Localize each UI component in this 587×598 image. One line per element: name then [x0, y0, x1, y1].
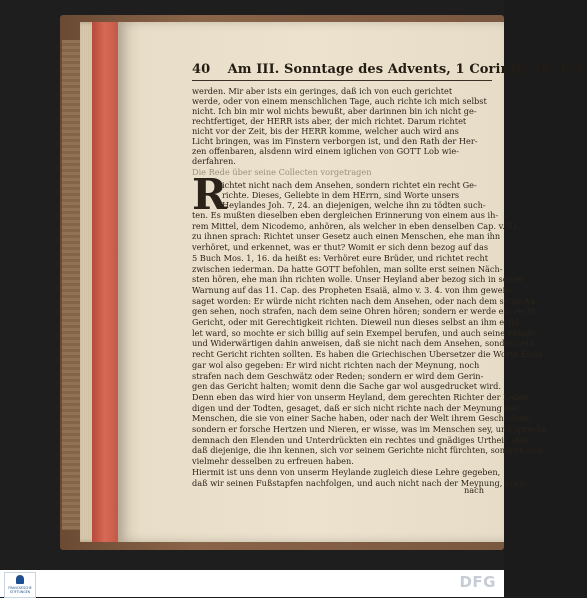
text-line: derfahren. [192, 156, 236, 166]
text-line: und Widerwärtigen dahin anweisen, daß sie nicht nach dem Ansehen, sondern ein [192, 338, 535, 349]
text-line: Gericht, oder mit Gerechtigkeit richten. Dieweil nun dieses selbst an ihm erfül- [192, 317, 522, 327]
catchword: nach [464, 485, 485, 495]
text-line: ten. Es mußten dieselben eben dergleichen Erinnerung von einem aus ih- [192, 210, 499, 220]
text-line: ichtet nicht nach dem Ansehen, sondern richtet ein recht Ge- [222, 180, 477, 190]
text-line: strafen nach dem Geschwätz oder Reden; sondern er wird dem Gerin- [192, 370, 484, 381]
text-line: Hiermit ist uns denn von unserm Heylande zugleich diese Lehre gegeben, [192, 466, 501, 477]
text-line: gen sehen, noch strafen, nach dem seine Ohren hören; sondern er werde ein recht [192, 306, 536, 317]
text-line: gen das Gericht halten; womit denn die Sache gar wol ausgedrucket wird. [192, 381, 501, 392]
text-line: nicht vor der Zeit, bis der HERR komme, welcher auch wird ans [192, 126, 459, 136]
text-line: Heylandes Joh. 7, 24. an diejenigen, welche ihn zu tödten such- [222, 200, 486, 210]
text-line: Denn eben das wird hier von unserm Heyland, dem gerechten Richter der Leben- [192, 391, 532, 402]
text-line: zu ihnen sprach: Richtet unser Gesetz auch einen Menschen, ehe man ihn [192, 231, 501, 242]
text-line: zwischen iederman. Da hatte GOTT befohlen, man sollte erst seinen Näch- [192, 263, 503, 274]
page-number: 40 [192, 62, 211, 77]
text-line: let ward, so mochte er sich billig auf sein Exempel berufen, und auch seine Feinde [192, 327, 536, 338]
running-title: Am III. Sonntage des Advents, 1 Corinth. IV, 1-5. [227, 62, 587, 77]
book-spine [62, 40, 80, 530]
text-line: daß diejenige, die ihn kennen, sich vor seinem Gerichte nicht fürchten, sondern sich [192, 445, 544, 456]
text-line: demnach den Elenden und Unterdrückten ein rechtes und gnädiges Urtheil, also, [192, 434, 532, 445]
building-icon [16, 575, 24, 584]
faint-heading: Die Rede über seine Collecten vorgetragen [192, 167, 372, 177]
text-line: recht Gericht richten sollten. Es haben die Griechischen Ubersetzer die Worte Esaiä [192, 349, 544, 360]
text-line: richte. Dieses, Geliebte in dem HErrn, sind Worte unsers [222, 190, 460, 200]
text-line: digen und der Todten, gesaget, daß er sich nicht richte nach der Meynung der [192, 402, 519, 413]
page-header [192, 62, 587, 77]
text-line: 5 Buch Mos. 1, 16. da heißt es: Verhöret eure Brüder, und richtet recht [192, 252, 489, 263]
text-line: gar wol also gegeben: Er wird nicht richten nach der Meynung, noch [192, 359, 480, 370]
text-line: vielmehr desselben zu erfreuen haben. [192, 456, 354, 467]
red-page-edge [92, 22, 118, 542]
header-rule [192, 80, 492, 81]
library-logo-text: FRANCKESCHE STIFTUNGEN [8, 586, 32, 594]
text-line: rechtfertiget, der HERR ists aber, der mich richtet. Darum richtet [192, 116, 467, 126]
text-line: saget worden: Er würde nicht richten nach dem Ansehen, oder nach dem seine Au- [192, 295, 538, 306]
footer-bar [0, 570, 504, 597]
text-line: rem Mittel, dem Nicodemo, anhören, als welcher in eben denselben Cap. v. 51. [192, 220, 521, 231]
text-line: Licht bringen, was im Finstern verborgen ist, und den Rath der Her- [192, 136, 478, 146]
text-line: sten hören, ehe man ihn richten wolle. Unser Heyland aber bezog sich in seiner [192, 274, 525, 285]
text-line: Warnung auf das 11. Cap. des Propheten Esaiä, almo v. 3. 4. von ihm geweis- [192, 284, 513, 295]
drop-cap: R [192, 170, 227, 219]
library-logo [4, 572, 36, 598]
dfg-logo: DFG [459, 573, 496, 591]
text-line: werden. Mir aber ists ein geringes, daß ich von euch gerichtet [192, 86, 453, 96]
text-line: daß wir seinen Fußstapfen nachfolgen, und auch nicht nach der Meynung, noch [192, 477, 525, 488]
text-line: zen offenbaren, alsdenn wird einem iglichen von GOTT Lob wie- [192, 146, 460, 156]
text-line: sondern er forsche Hertzen und Nieren, er wisse, was im Menschen sey, und spreche [192, 424, 547, 434]
text-line: verhöret, und erkennet, was er thut? Womit er sich denn bezog auf das [192, 242, 489, 253]
text-line: Menschen, die sie von einer Sache haben, oder nach der Welt ihrem Geschwätze; [192, 413, 531, 424]
text-line: werde, oder von einem menschlichen Tage, auch richte ich mich selbst [192, 96, 487, 106]
text-line: nicht. Ich bin mir wol nichts bewußt, aber darinnen bin ich nicht ge- [192, 106, 477, 116]
